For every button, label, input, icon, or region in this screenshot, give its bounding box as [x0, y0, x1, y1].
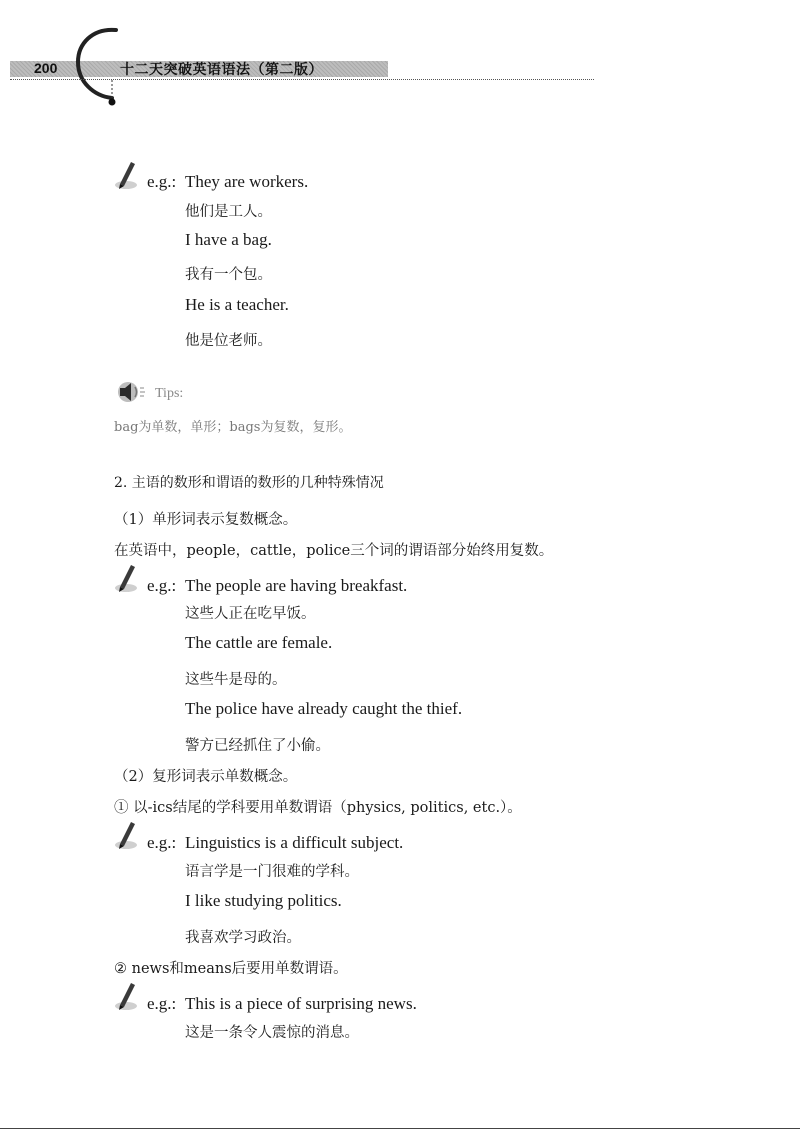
example-sentence-en: The cattle are female.: [185, 633, 333, 652]
section-heading: 2. 主语的数形和谓语的数形的几种特殊情况: [114, 475, 384, 491]
example-sentence-zh: 我有一个包。: [185, 267, 272, 283]
example-sentence-en: Linguistics is a difficult subject.: [185, 833, 404, 852]
example-sentence-en: He is a teacher.: [185, 295, 289, 314]
example-sentence-zh: 他是位老师。: [185, 333, 272, 349]
subsection-heading: （1）单形词表示复数概念。: [114, 512, 298, 528]
example-sentence-zh: 警方已经抓住了小偷。: [185, 738, 330, 754]
eg-label: e.g.:: [147, 833, 177, 852]
eg-label: e.g.:: [147, 576, 177, 595]
example-sentence-en: The police have already caught the thief.: [185, 699, 463, 718]
example-sentence-zh: 语言学是一门很难的学科。: [185, 864, 359, 880]
eg-label: e.g.:: [147, 172, 177, 191]
example-sentence-en: The people are having breakfast.: [185, 576, 408, 595]
rule-description: 在英语中，people，cattle，police三个词的谓语部分始终用复数。: [114, 543, 554, 559]
example-sentence-en: They are workers.: [185, 172, 309, 191]
pencil-icon: [114, 820, 140, 850]
example-sentence-en: I like studying politics.: [185, 891, 342, 910]
example-sentence-en: This is a piece of surprising news.: [185, 994, 417, 1013]
pencil-icon: [114, 981, 140, 1011]
pencil-icon: [114, 160, 140, 190]
tips-label: Tips:: [155, 386, 184, 401]
page-bottom-rule: [0, 1128, 800, 1129]
tips-text: bag为单数，单形；bags为复数，复形。: [114, 420, 352, 435]
pencil-icon: [114, 563, 140, 593]
example-sentence-zh: 我喜欢学习政治。: [185, 930, 301, 946]
page-number: 200: [34, 60, 58, 76]
header-dotted-rule: [10, 79, 594, 80]
subsection-heading: （2）复形词表示单数概念。: [114, 769, 298, 785]
example-sentence-zh: 这是一条令人震惊的消息。: [185, 1025, 359, 1041]
example-sentence-zh: 这些牛是母的。: [185, 672, 287, 688]
example-sentence-en: I have a bag.: [185, 230, 272, 249]
eg-label: e.g.:: [147, 994, 177, 1013]
speaker-icon: [116, 379, 150, 405]
book-title: 十二天突破英语语法（第二版）: [120, 62, 323, 78]
example-sentence-zh: 这些人正在吃早饭。: [185, 606, 316, 622]
rule-item: ② news和means后要用单数谓语。: [114, 961, 348, 977]
rule-item: ① 以-ics结尾的学科要用单数谓语（physics, politics, etc.）。: [114, 800, 522, 816]
example-sentence-zh: 他们是工人。: [185, 204, 272, 220]
